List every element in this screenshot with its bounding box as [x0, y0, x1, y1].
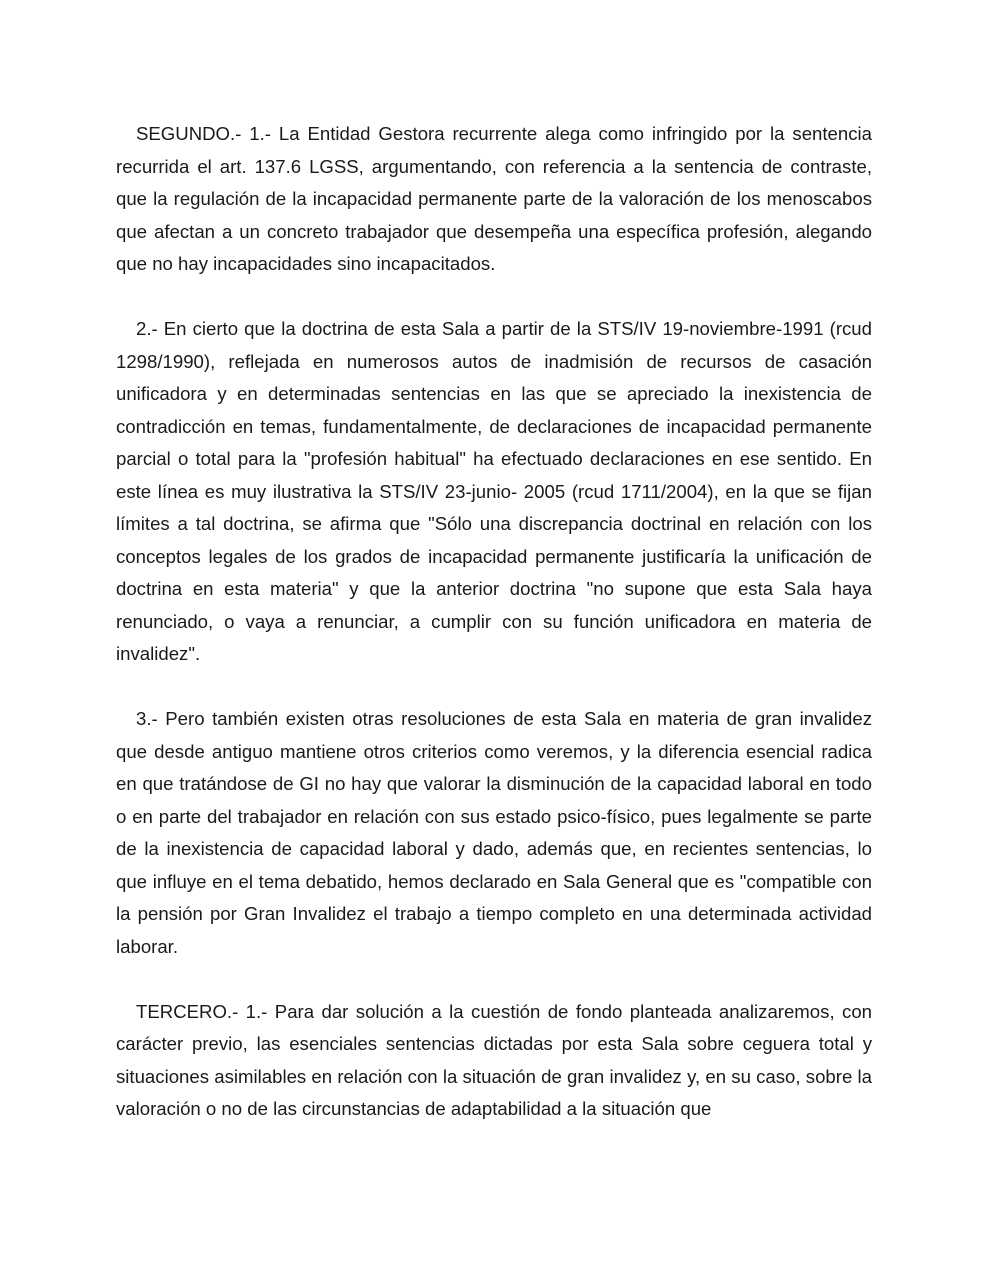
paragraph-segundo-2: 2.- En cierto que la doctrina de esta Sala a partir de la STS/IV 19-noviembre-1991 (rcud 1298/1990), reflejada en numerosos autos de inadmisión de recursos de casación unificadora y en determinadas sentencias en las que se apreciado la inexistencia de contradicción en temas, fundamentalmente, de declaraciones de incapacidad permanente parcial o total para la "profesión habitual" ha efectuado declaraciones en ese sentido. En este línea es muy ilustrativa la STS/IV 23-junio- 2005 (rcud 1711/2004), en la que se fijan límites a tal doctrina, se afirma que "Sólo una discrepancia doctrinal en relación con los conceptos legales de los grados de incapacidad permanente justificaría la unificación de doctrina en esta materia" y que la anterior doctrina "no supone que esta Sala haya renunciado, o vaya a renunciar, a cumplir con su función unificadora en materia de invalidez". [116, 318, 872, 664]
paragraph-segundo-1: SEGUNDO.- 1.- La Entidad Gestora recurrente alega como infringido por la sentencia recurrida el art. 137.6 LGSS, argumentando, con referencia a la sentencia de contraste, que la regulación de la incapacidad permanente parte de la valoración de los menoscabos que afectan a un concreto trabajador que desempeña una específica profesión, alegando que no hay incapacidades sino incapacitados. [116, 123, 872, 274]
document-page [116, 118, 872, 1126]
paragraph-segundo-3: 3.- Pero también existen otras resoluciones de esta Sala en materia de gran invalidez que desde antiguo mantiene otros criterios como veremos, y la diferencia esencial radica en que tratándose de GI no hay que valorar la disminución de la capacidad laboral en todo o en parte del trabajador en relación con sus estado psico-físico, pues legalmente se parte de la inexistencia de capacidad laboral y dado, además que, en recientes sentencias, lo que influye en el tema debatido, hemos declarado en Sala General que es "compatible con la pensión por Gran Invalidez el trabajo a tiempo completo en una determinada actividad laborar. [116, 708, 872, 957]
paragraph-tercero-1: TERCERO.- 1.- Para dar solución a la cuestión de fondo planteada analizaremos, con carácter previo, las esenciales sentencias dictadas por esta Sala sobre ceguera total y situaciones asimilables en relación con la situación de gran invalidez y, en su caso, sobre la valoración o no de las circunstancias de adaptabilidad a la situación que [116, 1000, 872, 1119]
